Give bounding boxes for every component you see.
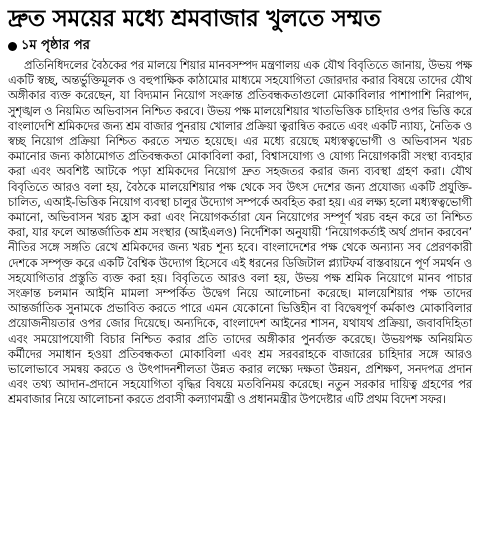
- article-body: প্রতিনিধিদলের বৈঠকের পর মালয়ে শিয়ার মানবসম্পদ মন্ত্রণালয় এক যৌথ বিবৃতিতে জানায়, উভয় পক্ষ একটি স্বচ্ছ, অন্তর্ভুক্তিমূলক ও বহুপাক্ষিক কাঠামোর মাধ্যমে সহযোগিতা জোরদার করার বিষয়ে তাদের যৌথ অঙ্গীকার ব্যক্ত করেছেন, যা বিদ্যমান নিয়োগ সংক্রান্ত প্রতিবন্ধকতাগুলো মোকাবিলার পাশাপাশি নিরাপদ, সুশৃঙ্খল ও নিয়মিত অভিবাসন নিশ্চিত করবে। উভয় পক্ষ মালয়েশিয়ার খাতভিত্তিক চাহিদার ওপর ভিত্তি করে বাংলাদেশি শ্রমিকদের জন্য শ্রম বাজার পুনরায় খোলার প্রক্রিয়া ত্বরান্বিত করতে এবং একটি ন্যায্য, নৈতিক ও স্বচ্ছ নিয়োগ প্রক্রিয়া নিশ্চিত করতে সম্মত হয়েছে। এর মধ্যে রয়েছে মধ্যস্বত্বভোগী ও অভিবাসন খরচ কমানোর জন্য কাঠামোগত প্রতিবন্ধকতা মোকাবিলা করা, বিশ্বাসযোগ্য ও যোগ্য নিয়োগকারী সংস্থা ব্যবহার করা এবং অবশিষ্ট আটকে পড়া শ্রমিকদের নিয়োগ দ্রুত সহজতর করার জন্য ব্যবস্থা গ্রহণ করা। যৌথ বিবৃতিতে আরও বলা হয়, বৈঠকে মালয়েশিয়ার পক্ষ থেকে সব উৎস দেশের জন্য প্রযোজ্য একটি প্রযুক্তি-চালিত, এআই-ভিত্তিক নিয়োগ ব্যবস্থা চালুর উদ্যোগ সম্পর্কে অবহিত করা হয়। এর লক্ষ্য হলো মধ্যস্বত্বভোগী কমানো, অভিবাসন খরচ হ্রাস করা এবং নিয়োগকর্তারা যেন নিয়োগের সম্পূর্ণ খরচ বহন করে তা নিশ্চিত করা, যার ফলে আন্তর্জাতিক শ্রম সংস্থার (আইএলও) নির্দেশিকা অনুযায়ী ‘নিয়োগকর্তাই অর্থ প্রদান করবেন’ নীতির সঙ্গে সঙ্গতি রেখে শ্রমিকদের জন্য খরচ শূন্য হবে। বাংলাদেশের পক্ষ থেকে অন্যান্য সব প্রেরণকারী দেশকে সম্পৃক্ত করে একটি বৈশ্বিক উদ্যোগ হিসেবে এই ধরনের ডিজিটাল প্ল্যাটফর্ম বাস্তবায়নে পূর্ণ সমর্থন ও সহযোগিতার প্রস্তুতি ব্যক্ত করা হয়। বিবৃতিতে আরও বলা হয়, উভয় পক্ষ শ্রমিক নিয়োগে মানব পাচার সংক্রান্ত চলমান আইনি মামলা সম্পর্কিত উদ্বেগ নিয়ে আলোচনা করেছে। মালয়েশিয়ার পক্ষ তাদের আন্তর্জাতিক সুনামকে প্রভাবিত করতে পারে এমন যেকোনো ভিত্তিহীন বা বিদ্বেষপূর্ণ কর্মকাণ্ড মোকাবিলার প্রয়োজনীয়তার ওপর জোর দিয়েছে। অন্যদিকে, বাংলাদেশ আইনের শাসন, যথাযথ প্রক্রিয়া, জবাবদিহিতা এবং সময়োপযোগী বিচার নিশ্চিত করার প্রতি তাদের অঙ্গীকার পুনর্ব্যক্ত করেছে। উভয়পক্ষ অনিয়মিত কর্মীদের সমাধান হওয়া প্রতিবন্ধকতা মোকাবিলা এবং শ্রম সরবরাহকে বাজারের চাহিদার সঙ্গে আরও ভালোভাবে সমন্বয় করতে ও উৎপাদনশীলতা উন্নত করার লক্ষ্যে দক্ষতা উন্নয়ন, প্রশিক্ষণ, সনদপত্র প্রদান এবং তথ্য আদান-প্রদানে সহযোগিতা বৃদ্ধির বিষয়ে মতবিনিময় করেছে। নতুন সরকার দায়িত্ব গ্রহণের পর শ্রমবাজার নিয়ে আলোচনা করতে প্রবাসী কল্যাণমন্ত্রী ও প্রধানমন্ত্রীর উপদেষ্টার এটি প্রথম বিদেশ সফর।: [8, 58, 473, 407]
- continuation-label: ১ম পৃষ্ঠার পর: [21, 38, 90, 53]
- continuation-marker: [8, 38, 90, 54]
- bullet-icon: [8, 42, 17, 51]
- headline: দ্রুত সময়ের মধ্যে শ্রমবাজার খুলতে সম্মত: [8, 6, 381, 32]
